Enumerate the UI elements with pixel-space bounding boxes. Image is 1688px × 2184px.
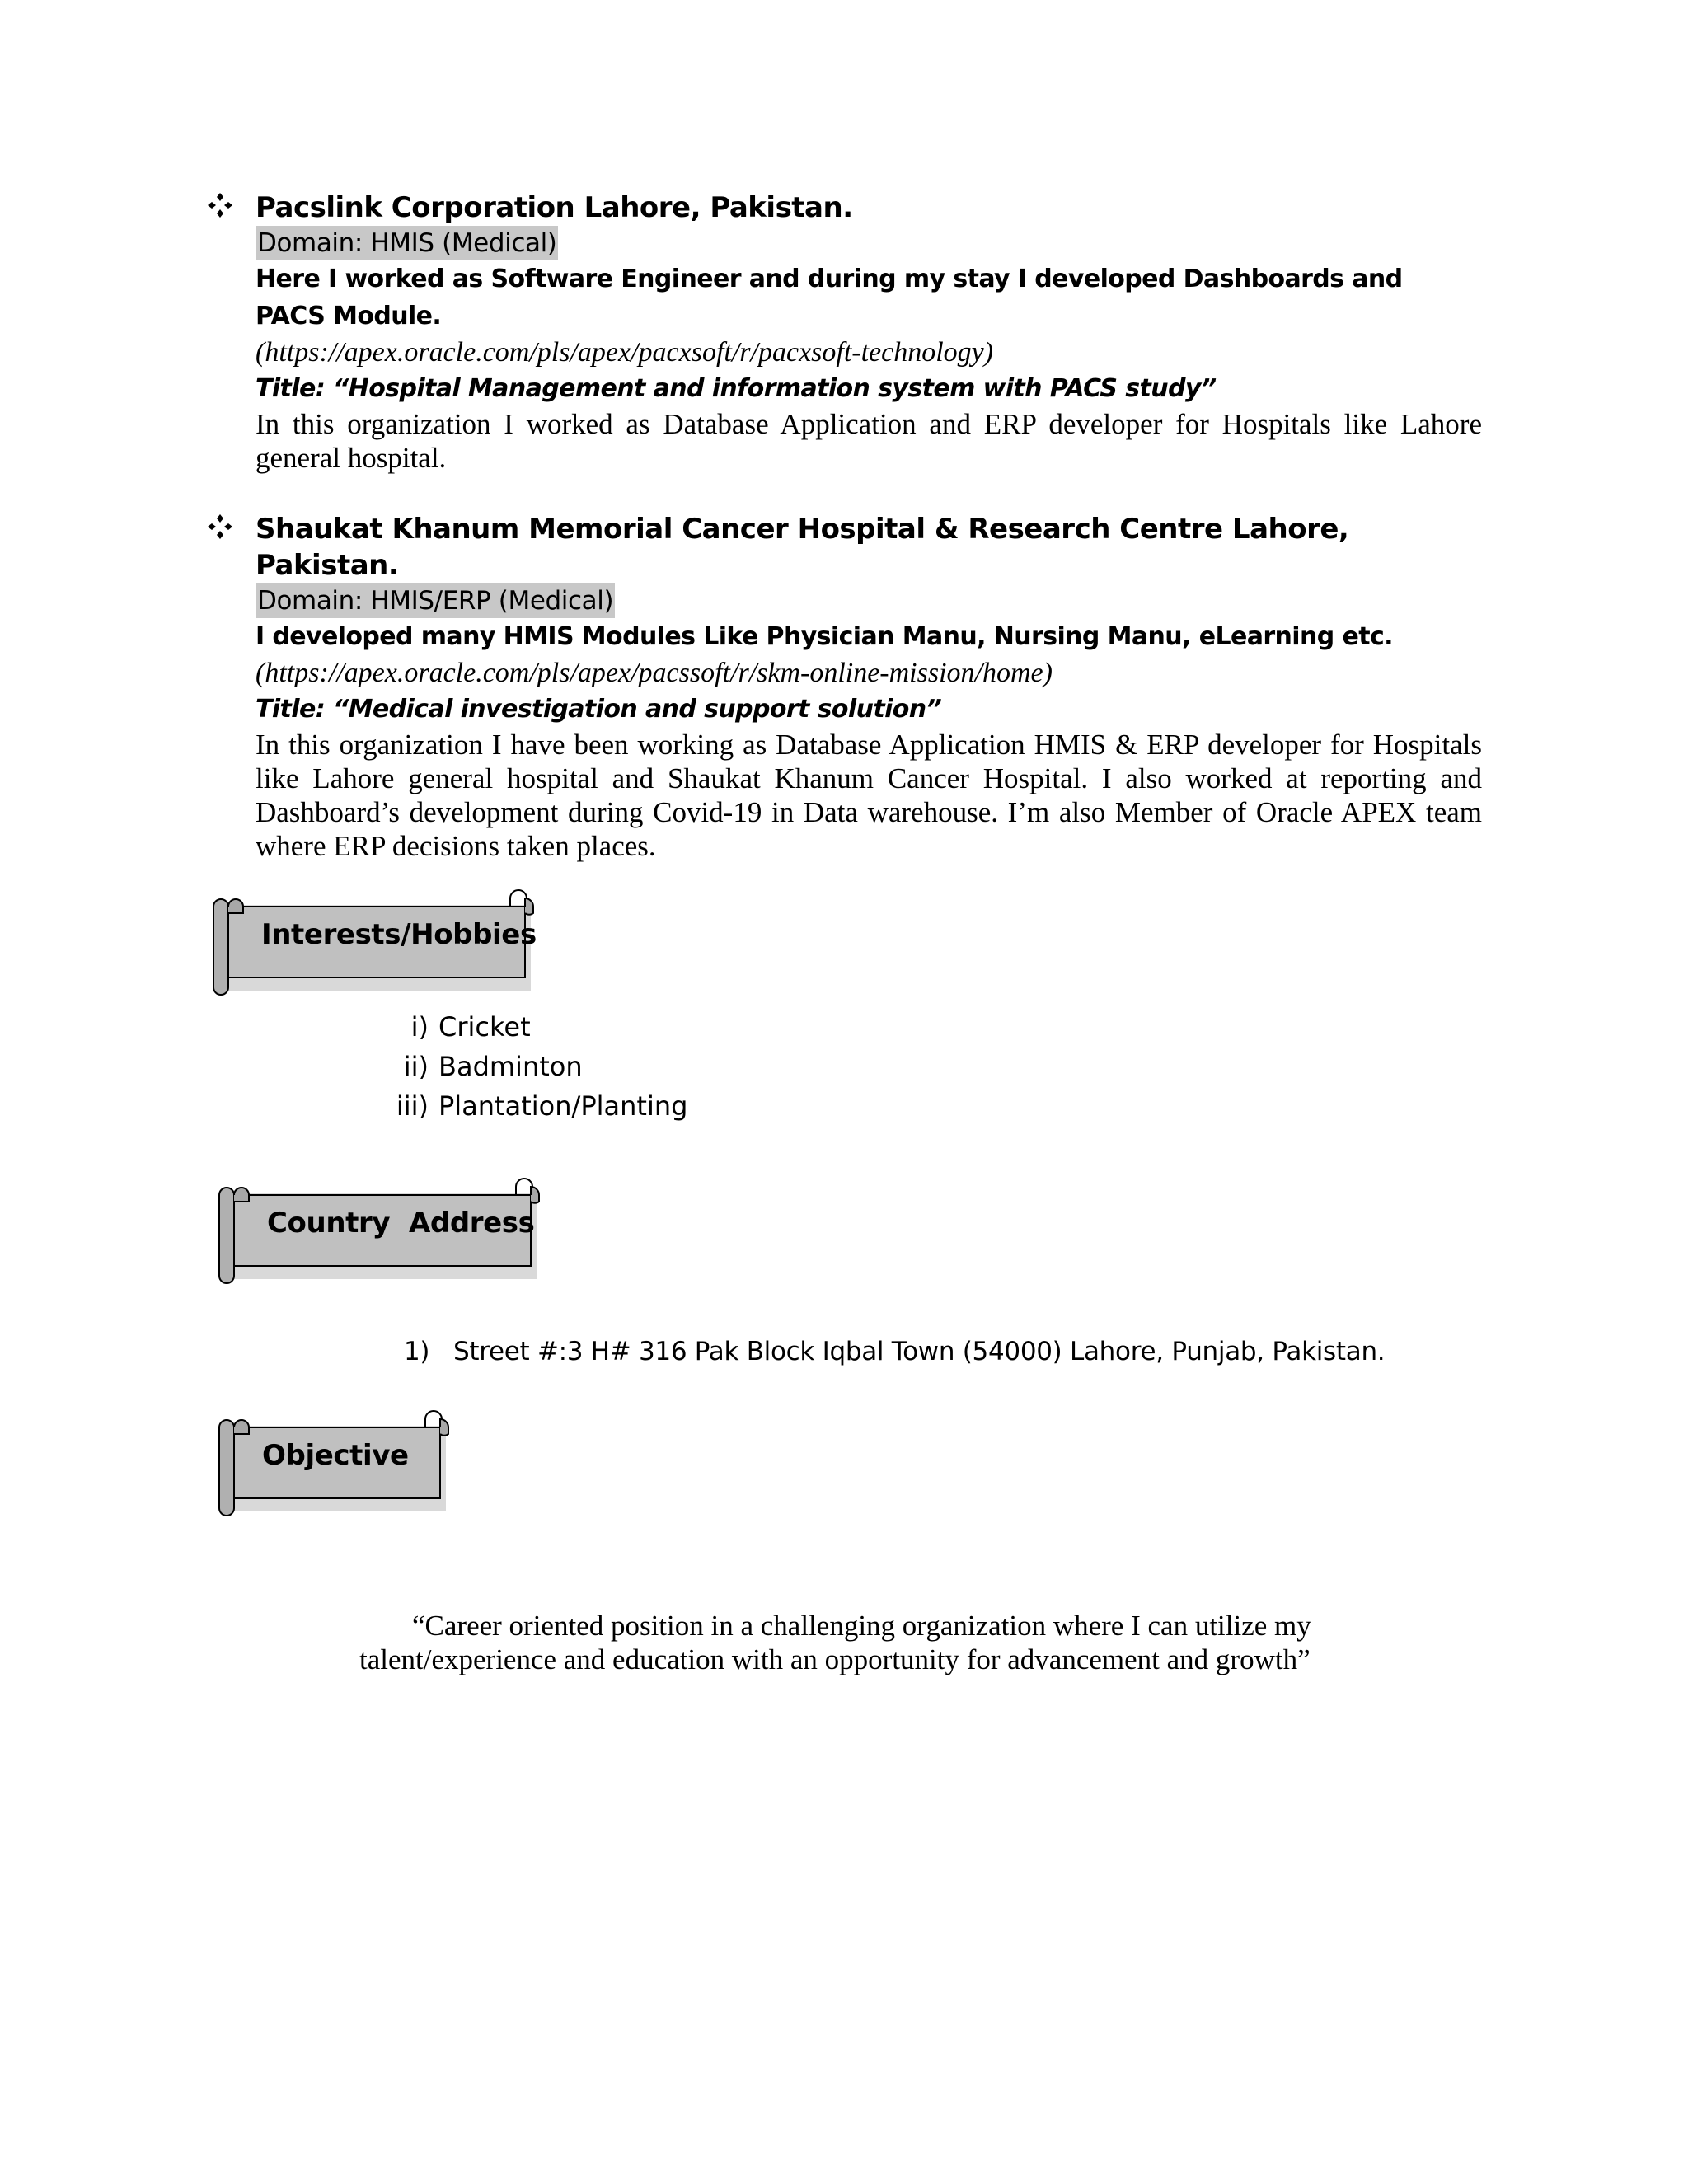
job-description: I developed many HMIS Modules Like Physician Manu, Nursing Manu, eLearning etc. — [256, 622, 1393, 651]
domain-label: Domain: HMIS/ERP (Medical) — [256, 583, 615, 618]
objective-line: “Career oriented position in a challenging organization where I can utilize my — [412, 1610, 1311, 1642]
address-line: 1) Street #:3 H# 316 Pak Block Iqbal Town (54000) Lahore, Punjab, Pakistan. — [404, 1337, 1386, 1366]
company-name: Shaukat Khanum Memorial Cancer Hospital & Research Centre Lahore, Pakistan. — [256, 513, 1349, 582]
job-entry-shaukat-khanum — [206, 511, 1484, 863]
four-diamond-bullet-icon — [206, 513, 234, 541]
job-summary: In this organization I worked as Database Application and ERP developer for Hospitals like Lahore general hospital. — [256, 408, 1482, 474]
hobbies-list — [387, 1007, 687, 1126]
project-url[interactable]: (https://apex.oracle.com/pls/apex/pacssoft/r/skm-online-mission/home) — [256, 658, 1053, 688]
section-heading: Interests/Hobbies — [261, 918, 537, 951]
four-diamond-bullet-icon — [206, 191, 234, 219]
list-item: i) Cricket — [410, 1011, 531, 1043]
address-heading-banner — [216, 1177, 546, 1284]
job-summary: In this organization I have been working as Database Application HMIS & ERP developer for Hospitals like Lahore general hospital and Shaukat Khanum Cancer Hospital. I also worked at reporting and Dashboard’s development during Covid-19 in Data warehouse. I’m also Member of Oracle APEX team where ERP decisions taken places. — [256, 729, 1482, 862]
project-title: Title: “Hospital Management and information system with PACS study” — [256, 374, 1217, 403]
list-item: ii) Badminton — [403, 1051, 583, 1082]
domain-label: Domain: HMIS (Medical) — [256, 226, 558, 260]
job-entry-pacslink — [206, 190, 1484, 475]
section-heading: Objective — [262, 1439, 409, 1472]
objective-statement — [359, 1609, 1365, 1676]
job-description: Here I worked as Software Engineer and during my stay I developed Dashboards and PACS Module. — [256, 265, 1403, 330]
project-title: Title: “Medical investigation and support solution” — [256, 695, 942, 724]
project-url[interactable]: (https://apex.oracle.com/pls/apex/pacxsoft/r/pacxsoft-technology) — [256, 337, 994, 368]
objective-heading-banner — [216, 1409, 455, 1516]
objective-line: talent/experience and education with an opportunity for advancement and growth” — [359, 1643, 1311, 1675]
section-heading: Country Address — [267, 1207, 535, 1240]
interests-heading-banner — [210, 888, 540, 996]
list-item: iii) Plantation/Planting — [396, 1090, 688, 1122]
company-name: Pacslink Corporation Lahore, Pakistan. — [256, 191, 853, 224]
